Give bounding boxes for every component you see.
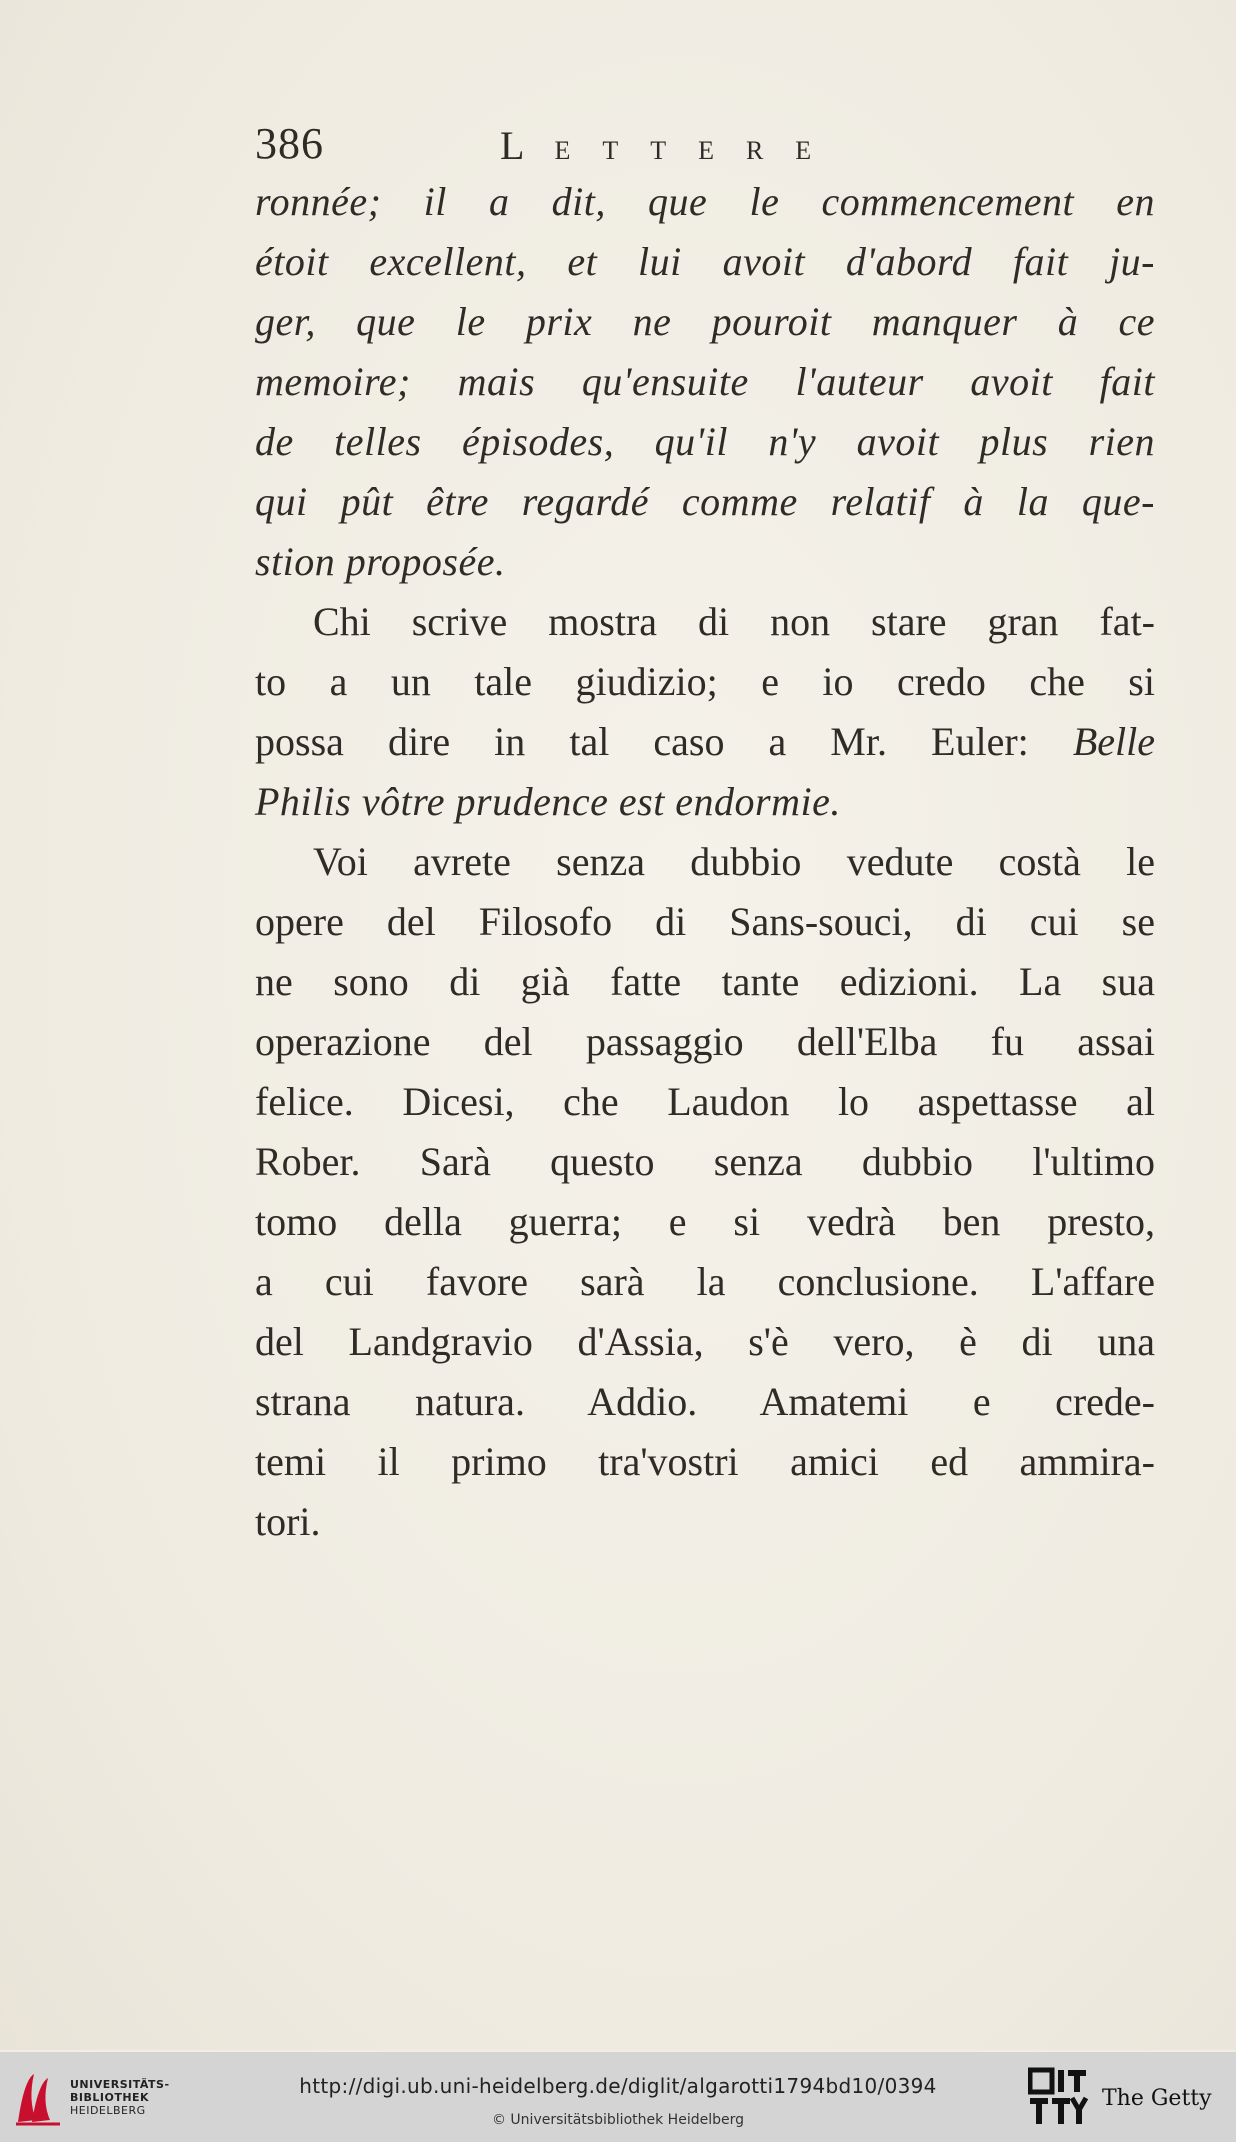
text-line: opere del Filosofo di Sans-souci, di cui se [255,899,1155,944]
viewer-footer [0,2052,1236,2142]
text-line: de telles épisodes, qu'il n'y avoit plus rien [255,419,1155,464]
library-name-line1: UNIVERSITÄTS- [70,2078,170,2091]
text-line: a cui favore sarà la conclusione. L'affare [255,1259,1155,1304]
page-header [255,118,1015,178]
text-line [255,712,1155,772]
running-title [500,122,843,169]
text-line-roman: possa dire in tal caso a Mr. Euler: [255,719,1073,764]
text-line: temi il primo tra'vostri amici ed ammira- [255,1439,1155,1484]
text-line: del Landgravio d'Assia, s'è vero, è di una [255,1319,1155,1364]
text-line: étoit excellent, et lui avoit d'abord fait ju- [255,239,1155,284]
text-line: operazione del passaggio dell'Elba fu assai [255,1019,1155,1064]
text-line: Rober. Sarà questo senza dubbio l'ultimo [255,1139,1155,1184]
text-line: Voi avrete senza dubbio vedute costà le [313,839,1155,884]
text-line: Chi scrive mostra di non stare gran fat- [313,599,1155,644]
text-line: qui pût être regardé comme relatif à la que- [255,479,1155,524]
getty-label: The Getty [1102,2086,1212,2111]
text-line: ronnée; il a dit, que le commencement en [255,179,1155,224]
text-line: ne sono di già fatte tante edizioni. La sua [255,959,1155,1004]
text-line: tori. [255,1499,321,1544]
permalink-url[interactable]: http://digi.ub.uni-heidelberg.de/diglit/algarotti1794bd10/0394 [299,2074,937,2098]
text-line: felice. Dicesi, che Laudon lo aspettasse al [255,1079,1155,1124]
page-number: 386 [255,119,324,168]
body-text [255,172,1155,1552]
getty-logo[interactable] [1028,2062,1218,2132]
running-title-initial: L [500,123,555,168]
getty-mark-icon [1028,2066,1090,2128]
text-line: stion proposée. [255,539,506,584]
text-line: to a un tale giudizio; e io credo che si [255,659,1155,704]
running-title-rest: ETTERE [554,136,844,165]
text-line: tomo della guerra; e si vedrà ben presto, [255,1199,1155,1244]
text-line: memoire; mais qu'ensuite l'auteur avoit fait [255,359,1155,404]
text-line-italic: Belle [1072,719,1155,764]
copyright-notice: © Universitätsbibliothek Heidelberg [491,2112,744,2128]
text-line: ger, que le prix ne pouroit manquer à ce [255,299,1155,344]
library-name-line3: HEIDELBERG [70,2104,146,2117]
text-line: strana natura. Addio. Amatemi e crede- [255,1379,1155,1424]
text-line: Philis vôtre prudence est endormie. [255,779,841,824]
library-name-line2: BIBLIOTHEK [70,2091,150,2104]
